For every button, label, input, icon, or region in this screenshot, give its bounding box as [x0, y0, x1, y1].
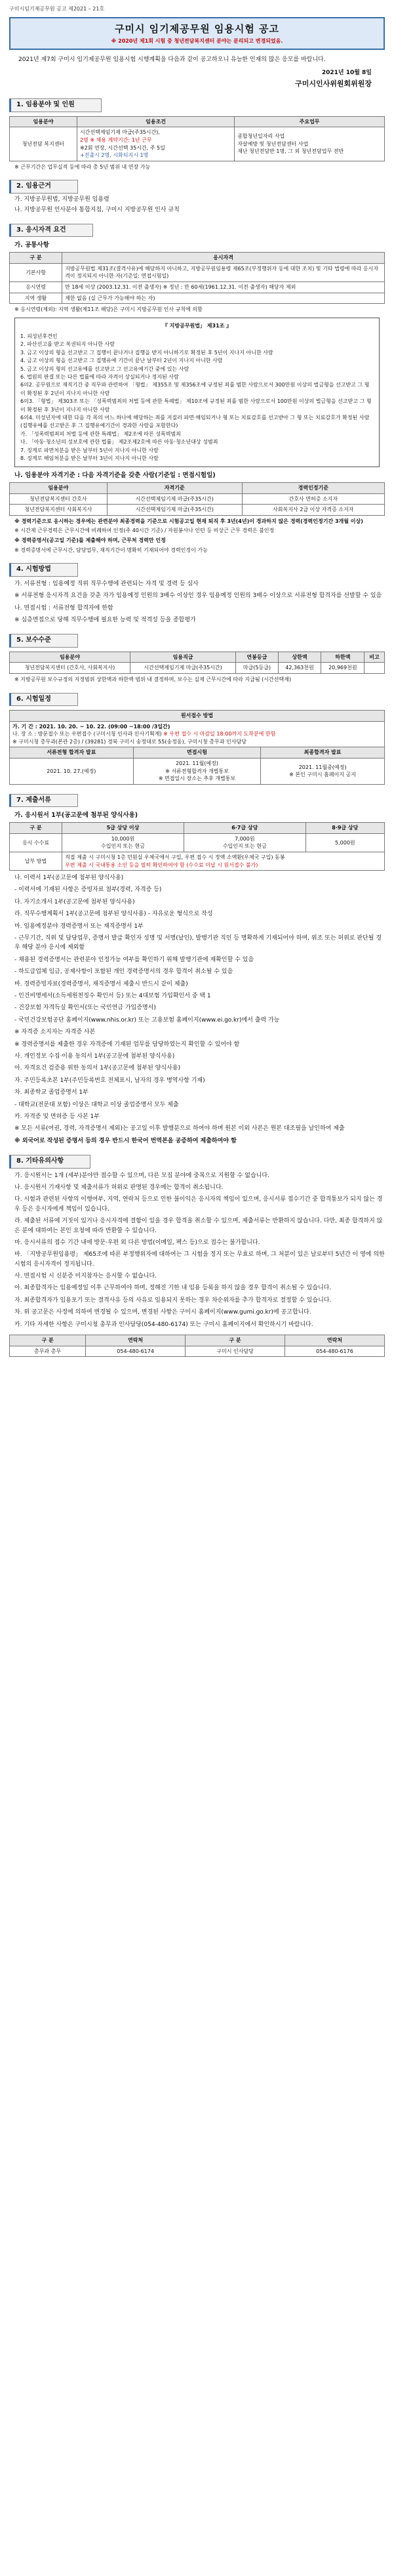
th-cond: 임용조건: [77, 116, 234, 127]
cond-line: ※2회 연장, 시간선택 35시간, 주 5일: [79, 144, 165, 151]
section-2-title: 2. 임용근거: [9, 180, 78, 194]
doc-item: - 하도급업체 임금, 공제사항이 포함된 개인 경력증명서의 경우 합격이 취소될 수 있음: [14, 968, 233, 976]
caution-item: 사. 면접시험 시 신분증 미지참자는 응시할 수 없습니다.: [14, 1273, 157, 1280]
final-note: ※ 본인 구미시 홈페이지 공지: [289, 772, 357, 778]
page-title: 구미시 임기제공무원 임용시험 공고: [114, 22, 280, 35]
th-etc: 비고: [364, 652, 385, 663]
career-note: ※ 경력기준으로 응시하는 경우에는 관련분야 최종경력을 기준으로 시험공고일 현재 퇴직 후 3년(4년)이 경과하지 않은 경력(경력인정기간 3개월 이상): [14, 518, 363, 524]
fee-table: [9, 822, 385, 871]
fee-amount: 10,000원: [111, 835, 135, 842]
section-1-table: [9, 116, 385, 161]
doc-item: 마. 임용예정분야 경력증명서 또는 재직증명서 1부: [14, 923, 144, 930]
doc-item: 나. 이력서 1부(공고문에 첨부된 양식사용): [14, 875, 124, 882]
law-item: 3. 금고 이상의 형을 선고받고 그 집행이 끝나거나 집행을 받지 아니하기로 확정된 후 5년이 지나지 아니한 사람: [20, 349, 273, 356]
caution-item: 마. 응시서류의 접수 기간 내에 방문·우편 외 다른 방법(이메일, 팩스 등)으로 접수는 불가합니다.: [14, 1239, 260, 1246]
doc-item: - 인건비명세서(소득세원천징수 확인서 등) 또는 4대보험 가입확인서 중 택 1: [14, 993, 211, 999]
law-item: 6. 법원의 판결 또는 다른 법률에 따라 자격이 상실되거나 정지된 사람: [20, 374, 179, 381]
common-qual-table: [9, 252, 385, 304]
section-2-item: 나. 지방공무원 인사분야 통합지침, 구미시 지방공무원 인사 규칙: [14, 206, 180, 213]
announce-date: 2021년 10월 8일: [321, 70, 372, 77]
receipt-method: [12, 730, 382, 738]
field-qual-table: [9, 482, 385, 516]
caution-item: 카. 기타 자세한 사항은 구미시청 총무과 인사담당(054-480-6174) 또는 구미시 홈페이지에서 확인하시기 바랍니다.: [14, 1321, 313, 1328]
th-6-7: 6·7급 상당: [184, 823, 305, 834]
th-doc-result: 서류전형 합격자 발표: [10, 747, 134, 758]
law-item: 가. 「성폭력범죄의 처벌 등에 관한 특례법」 제2조에 따른 성폭력범죄: [20, 430, 181, 437]
caution-item: 가. 응시원서는 1개 (세부)분야만 접수할 수 있으며, 다른 모집 분야에 중복으로 지원할 수 없습니다.: [14, 1172, 269, 1179]
section-2: [9, 180, 385, 215]
cell-fee: 5,000원: [305, 833, 384, 852]
doc-item: 사. 개인정보 수집·이용 동의서 1부(공고문에 첨부된 양식사용): [14, 1052, 175, 1060]
doc-item: 차. 최종학교 졸업증명서 1부: [14, 1089, 89, 1096]
th-kind: 구 분: [10, 823, 62, 834]
method-item: ※ 심층면접으로 당해 직무수행에 필요한 능력 및 적격성 등을 종합평가: [14, 616, 196, 623]
contact-table: [9, 1335, 385, 1357]
cell-fee: [184, 833, 305, 852]
caution-item: 라. 제출된 서류에 거짓이 있거나 응시자격에 결함이 있을 경우 합격을 취소할 수 있으며, 제출서류는 반환하지 않습니다. 다만, 최종 합격하지 않은 분에 대하여는 본인 요청에 따라 반환할 수 있습니다.: [14, 1218, 383, 1234]
doc-item: ※ 모든 서류(여권, 경력, 자격증명서 제외)는 공고일 이후 발행분으로 하여야 하며 원본 이외 사본은 원본 대조필을 날인하여 제출: [14, 1125, 345, 1132]
th-receipt: 원서접수 방법: [10, 711, 385, 722]
th-grade: 임용직급: [130, 652, 235, 663]
section-6: [9, 693, 385, 785]
law-item: 6의4. 미성년자에 대한 다음 각 목의 어느 하나에 해당하는 죄를 저질러 파면·해임되거나 형 또는 치료감호를 선고받아 그 형 또는 치료감호가 확정된 사람(집행유예를 선고받은 후 그 집행유예기간이 경과한 사람을 포함한다): [20, 415, 370, 429]
fee-method: 수입인지 또는 현금: [222, 843, 267, 850]
th-level: 연봉등급: [236, 652, 278, 663]
receipt-period: 가. 기 간 : 2021. 10. 20. ~ 10. 22. (09:00 ~18:00 /3일간): [12, 723, 170, 730]
law-item: 1. 피성년후견인: [20, 333, 58, 340]
doc-item: - 이력서에 기재된 사항은 증빙자료 첨부(경력, 자격증 등): [14, 886, 162, 894]
intro-text: 2021년 제7회 구미시 임기제공무원 임용시험 시행계획을 다음과 같이 공고하오니 유능한 인재의 많은 응모를 바랍니다.: [18, 56, 326, 63]
cell-field: 청년전담복지센터 간호사: [10, 493, 108, 505]
cell-level: 마급(5등급): [236, 663, 278, 674]
cell-doc-result: 2021. 10. 27.(예정): [10, 758, 134, 785]
cell-key: 응시연령: [10, 281, 62, 293]
section-7-title: 7. 제출서류: [9, 794, 78, 808]
cell-value: 제한 없음 (실 근무가 가능해야 하는 자): [62, 293, 385, 304]
method-item: ※ 서류전형 응시자격 요건을 갖춘 자가 임용예정 인원의 3배수 이상인 경우 임용예정 인원의 3배수 이상으로 서류전형 합격자를 선발할 수 있음: [14, 592, 382, 600]
cell-field: 청년전담복지센터 (간호사, 사회복지사): [10, 663, 130, 674]
section-3-sub-a: 가. 공통사항: [14, 241, 49, 249]
doc-item: - 건강보험 자격득실 확인서(또는 국민연금 가입증명서): [14, 1005, 156, 1012]
doc-item: 라. 직무수행계획서 1부(공고문에 첨부된 양식사용) - 자유로운 형식으로 작성: [14, 911, 213, 918]
title-notice: ※ 2020년 제1회 시험 중 청년전담복지센터 분야는 분리되고 변경되었음.: [111, 38, 283, 45]
cond-line: 시간선택제임기제 마급(주35시간),: [79, 129, 160, 136]
cond-line: 2명 ※ 채용 계약기간: 1년 근무: [79, 136, 152, 143]
th-field: 임용분야: [10, 116, 77, 127]
cell-min: 20,969천원: [321, 663, 364, 674]
title-box: [9, 17, 385, 50]
th-career: 경력인정기준: [242, 483, 384, 494]
th-final: 최종합격자 발표: [261, 747, 385, 758]
duty-line: 재난 청년전담반 1명, 그 외 청년전담업무 전반: [237, 148, 344, 155]
law-item: 7. 징계로 파면처분을 받은 날부터 5년이 지나지 아니한 사람: [20, 447, 159, 453]
doc-item: ※ 외국어로 작성된 증명서 등의 경우 반드시 한국어 번역본을 공증하여 제출하여야 함: [14, 1137, 237, 1144]
cell-career: 간호사 면허증 소지자: [242, 493, 384, 505]
th-field: 임용분야: [10, 652, 130, 663]
th-phone: 연락처: [285, 1335, 385, 1346]
th-min: 하한액: [321, 652, 364, 663]
cell-grade: 시간선택제임기제 마급(주35시간): [130, 663, 235, 674]
section-1-note: ※ 근무기간은 업무실적 등에 따라 총 5년 범위 내 연장 가능: [14, 163, 151, 170]
receipt-addr: ※ 구미시청 총무과(본관 2층) / (39281) 경북 구미시 송정대로 55(송정동), 구미시청 총무과 인사담당: [12, 738, 246, 745]
section-5-title: 5. 보수수준: [9, 634, 78, 648]
method-item: 나. 면접시험 : 서류전형 합격자에 한함: [14, 604, 113, 612]
cell-value: 만 18세 이상 (2003.12.31. 이전 출생자) ※ 정년 : 만 60세(1961.12.31. 이전 출생자) 해당자 제외: [62, 281, 385, 293]
cell-field: 청년전담 복지센터: [10, 127, 77, 161]
section-7-sub-a: 가. 응시원서 1부(공고문에 첨부된 양식사용): [14, 812, 138, 820]
interview-note: ※ 서류전형합격자 개별통보: [165, 768, 229, 774]
section-2-item: 가. 지방공무원법, 지방공무원 임용령: [14, 196, 109, 203]
law-item: 5. 금고 이상의 형의 선고유예를 선고받고 그 선고유예기간 중에 있는 사람: [20, 365, 189, 372]
cell-field: 청년전담복지센터 사회복지사: [10, 505, 108, 516]
th-interview: 면접시험: [133, 747, 260, 758]
caution-item: 다. 시험과 관련된 사항의 이행여부, 지역, 연락처 등으로 인한 불이익은 응시자의 책임이 있으며, 응시서류 접수기간 중 합격통보가 되지 않는 경우 등은 응시자에게 책임이 있습니다.: [14, 1196, 383, 1213]
law-box-title: 『 지방공무원법」 제31조 』: [162, 322, 232, 329]
caution-item: 차. 위 공고문은 사정에 의하여 변경될 수 있으며, 변경된 사항은 구미시 홈페이지(www.gumi.go.kr)에 공고합니다.: [14, 1309, 311, 1316]
section-1-title: 1. 임용분야 및 인원: [9, 98, 102, 112]
salary-table: [9, 652, 385, 674]
cell-max: 42,363천원: [278, 663, 321, 674]
caution-item: 바. 「지방공무원임용령」 제65조에 따른 부정행위자에 대하여는 그 시험을 정지 또는 무효로 하며, 그 처분이 있은 날로부터 5년간 이 영에 의한 시험의 응시자격이 정지됩니다.: [14, 1251, 385, 1268]
section-7: [9, 794, 385, 1146]
contact-phone: 054-480-6174: [86, 1346, 186, 1357]
cell-interview: [133, 758, 260, 785]
law-item: 6의3. 「형법」 제303조 또는 「성폭력범죄의 처벌 등에 관한 특례법」 제10조에 규정된 죄를 범한 사람으로서 100만원 이상의 벌금형을 선고받고 그 형이 확정된 후 3년이 지나지 아니한 사람: [20, 398, 372, 413]
th-8-9: 8·9급 상당: [305, 823, 384, 834]
doc-item: 카. 자격증 및 면허증 등 사본 1부: [14, 1113, 100, 1120]
final-date: 2021. 11월중(예정): [298, 764, 347, 770]
cond-line: +진출시 2명, 시화되지시 1명: [79, 152, 149, 159]
issuer: 구미시인사위원회위원장: [295, 79, 372, 89]
section-4: [9, 563, 385, 625]
law-item: 6의2. 공무원으로 재직기간 중 직무와 관련하여 「형법」 제355조 및 제356조에 규정된 죄를 범한 사람으로서 300만원 이상의 벌금형을 선고받고 그 형이 확정된 후 2년이 지나지 아니한 사람: [20, 382, 370, 396]
th-5: 5급 상당 이상: [62, 823, 184, 834]
cell-qual: 시간선택제임기제 마급(주35시간): [107, 493, 242, 505]
duty-line: 종합청년일자리 사업: [237, 133, 285, 140]
contact-dept: 구미시 인사담당: [186, 1346, 285, 1357]
notice-number: 구미시임기제공무원 공고 제2021 – 21호: [9, 6, 105, 12]
contact-dept: 총무과 총무: [10, 1346, 86, 1357]
doc-item: 다. 자기소개서 1부(공고문에 첨부된 양식사용): [14, 898, 135, 905]
doc-item: 바. 경력증빙자료(경력증명서, 재직증명서 제출시 반드시 같이 제출): [14, 980, 188, 987]
section-1: [9, 98, 385, 171]
cell-value: 지방공무원법 제31조(결격사유)에 해당하지 아니하고, 지방공무원임용령 제65조(부정행위자 등에 대한 조치) 및 기타 법령에 따라 응시자격이 정지되지 아니한 자(기준일: 면접시험일): [62, 263, 385, 281]
law-item: 나. 「아동·청소년의 성보호에 관한 법률」 제2조제2호에 따른 아동·청소년대상 성범죄: [20, 439, 218, 446]
th-kind: 구 분: [186, 1335, 285, 1346]
section-8: [9, 1155, 385, 1357]
doc-item: ※ 경력증명서를 제출한 경우 자격증에 기재된 업무를 담당하였는지 확인할 수 있어야 함: [14, 1041, 240, 1048]
career-note: ※ 시간제 근무경력은 근무시간에 비례하여 인정(주 40시간 기준) / 자원봉사나 인턴 등 비상근 근무 경력은 불인정: [14, 528, 275, 534]
contact-phone: 054-480-6176: [285, 1346, 385, 1357]
cell-duty: [235, 127, 385, 161]
cell-career: 사회복지사 2급 이상 자격증 소지자: [242, 505, 384, 516]
receipt-method-1: 나. 장 소 : 방문접수 또는 우편접수 (구미시청 인사과 인사기획계): [12, 731, 162, 737]
cell-pay-method: [62, 852, 385, 870]
doc-item: ※ 자격증 소지자는 자격증 사본: [14, 1029, 96, 1036]
doc-item: - 채용된 경력증명서는 관련분야 인정가능 여부를 확인하기 위해 발행기관에 재확인할 수 있음: [14, 956, 254, 963]
salary-note: ※ 지방공무원 보수규정의 지정범위 상한액과 하한액 범위 내 결정하며, 보수는 실제 근무시간에 따라 지급됨 (시간선택제): [14, 676, 292, 683]
career-note: ※ 경력증명서(공고일 기준)를 제출해야 하며, 근무처 경력만 인정: [14, 537, 166, 544]
doc-item: 아. 자격요건 검증용 위한 동의서 1부(공고문에 첨부된 양식사용): [14, 1065, 180, 1072]
law-item: 2. 파산선고를 받고 복권되지 아니한 사람: [20, 341, 115, 348]
fee-method: 수입인지 또는 현금: [101, 843, 145, 850]
law-item: 8. 징계로 해임처분을 받은 날부터 3년이 지나지 아니한 사람: [20, 455, 159, 461]
cell-cond: [77, 127, 234, 161]
receipt-cell: [10, 721, 385, 747]
th-qual: 응시자격: [62, 253, 385, 264]
section-6-title: 6. 시험일정: [9, 693, 78, 707]
receipt-method-2: ※ 우편 접수 시 마감일 18:00까지 도착분에 한함: [163, 731, 276, 737]
section-5: [9, 634, 385, 683]
section-3: [9, 224, 385, 554]
cell-key: 기본사항: [10, 263, 62, 281]
doc-item: - 국민건강보험공단 홈페이지(www.nhis.or.kr) 또는 고용보험 홈페이지(www.ei.go.kr)에서 출력 가능: [14, 1016, 280, 1024]
fee-note: 우편 제출 시 국내통용 소인 등을 필히 확인하여야 함 (수수료 미납 시 원서접수 불가): [65, 862, 258, 868]
caution-item: 아. 최종합격자는 임용예정일 이후 근무하여야 하며, 정해진 기한 내 임용 등록을 하지 않을 경우 합격이 취소될 수 있습니다.: [14, 1285, 332, 1292]
cell-final: [261, 758, 385, 785]
fee-note: 직접 제출 시 구미시청 1층 민원실 우체국에서 구입, 우편 접수 시 정액 소액환(우체국 구입) 동봉: [65, 854, 285, 860]
cell-qual: 시간선택제임기제 마급(주35시간): [107, 505, 242, 516]
th-qual: 자격기준: [107, 483, 242, 494]
method-item: 가. 서류전형 : 임용예정 직위 직무수행에 관련되는 자격 및 경력 등 심사: [14, 580, 199, 587]
th-field: 임용분야: [10, 483, 108, 494]
doc-item: - 대학교(전문대 포함) 이상은 대학교 이상 졸업증명서 모두 제출: [14, 1101, 179, 1108]
th-duty: 주요업무: [235, 116, 385, 127]
schedule-table: [9, 710, 385, 785]
doc-item: - 근무기간, 직위 및 담당업무, 증명서 발급 확인자 성명 및 서명(날인), 발행기관 직인 등 명확하게 기재되어야 하며, 위조 또는 허위로 판단될 경우 해당 분야 응시에 제외함: [14, 935, 382, 951]
cell-key: 응시 수수료: [10, 833, 62, 852]
cell-key: 납부 방법: [10, 852, 62, 870]
cell-etc: [364, 663, 385, 674]
th-kind: 구 분: [10, 1335, 86, 1346]
cell-key: 지역 생활: [10, 293, 62, 304]
cell-fee: [62, 833, 184, 852]
section-3-note: ※ 응시연령(제외): 지역 생활(제11조 해당)은 구미시 지방공무원 인사 규칙에 의함: [14, 306, 203, 313]
interview-date: 2021. 11월(예정): [175, 760, 219, 767]
caution-item: 나. 응시원서 기재사항 및 제출서류가 허위로 판명된 경우에는 합격이 취소됩니다.: [14, 1184, 224, 1191]
section-3-title: 3. 응시자격 요건: [9, 224, 93, 238]
career-note: ※ 경력증명서에 근무시간, 담당업무, 재직기간이 명확히 기재되어야 경력인정이 가능: [14, 547, 208, 553]
th-phone: 연락처: [86, 1335, 186, 1346]
doc-item: 자. 주민등록초본 1부(주민등록번호 전체표시, 남자의 경우 병역사항 기재): [14, 1077, 205, 1084]
duty-line: 자살예방 및 청년전담센터 사업: [237, 140, 309, 147]
caution-item: 자. 최종합격자가 임용포기 또는 결격사유 등의 사유로 임용되지 못하는 경우 차순위자를 추가 합격자로 결정할 수 있습니다.: [14, 1297, 332, 1304]
th-kind: 구 분: [10, 253, 62, 264]
law-item: 4. 금고 이상의 형을 선고받고 그 집행유예 기간이 끝난 날부터 2년이 지나지 아니한 사람: [20, 358, 223, 364]
law-box: [14, 318, 380, 468]
interview-note: ※ 면접일시 장소는 추후 개별통보: [158, 776, 236, 782]
fee-amount: 7,000원: [234, 835, 255, 842]
section-4-title: 4. 시험방법: [9, 563, 78, 577]
section-8-title: 8. 기타유의사항: [9, 1155, 90, 1169]
section-3-sub-b: 나. 임용분야 자격기준 : 다음 자격기준을 갖춘 사람(기준일 : 면접시험일): [14, 472, 216, 480]
th-max: 상한액: [278, 652, 321, 663]
